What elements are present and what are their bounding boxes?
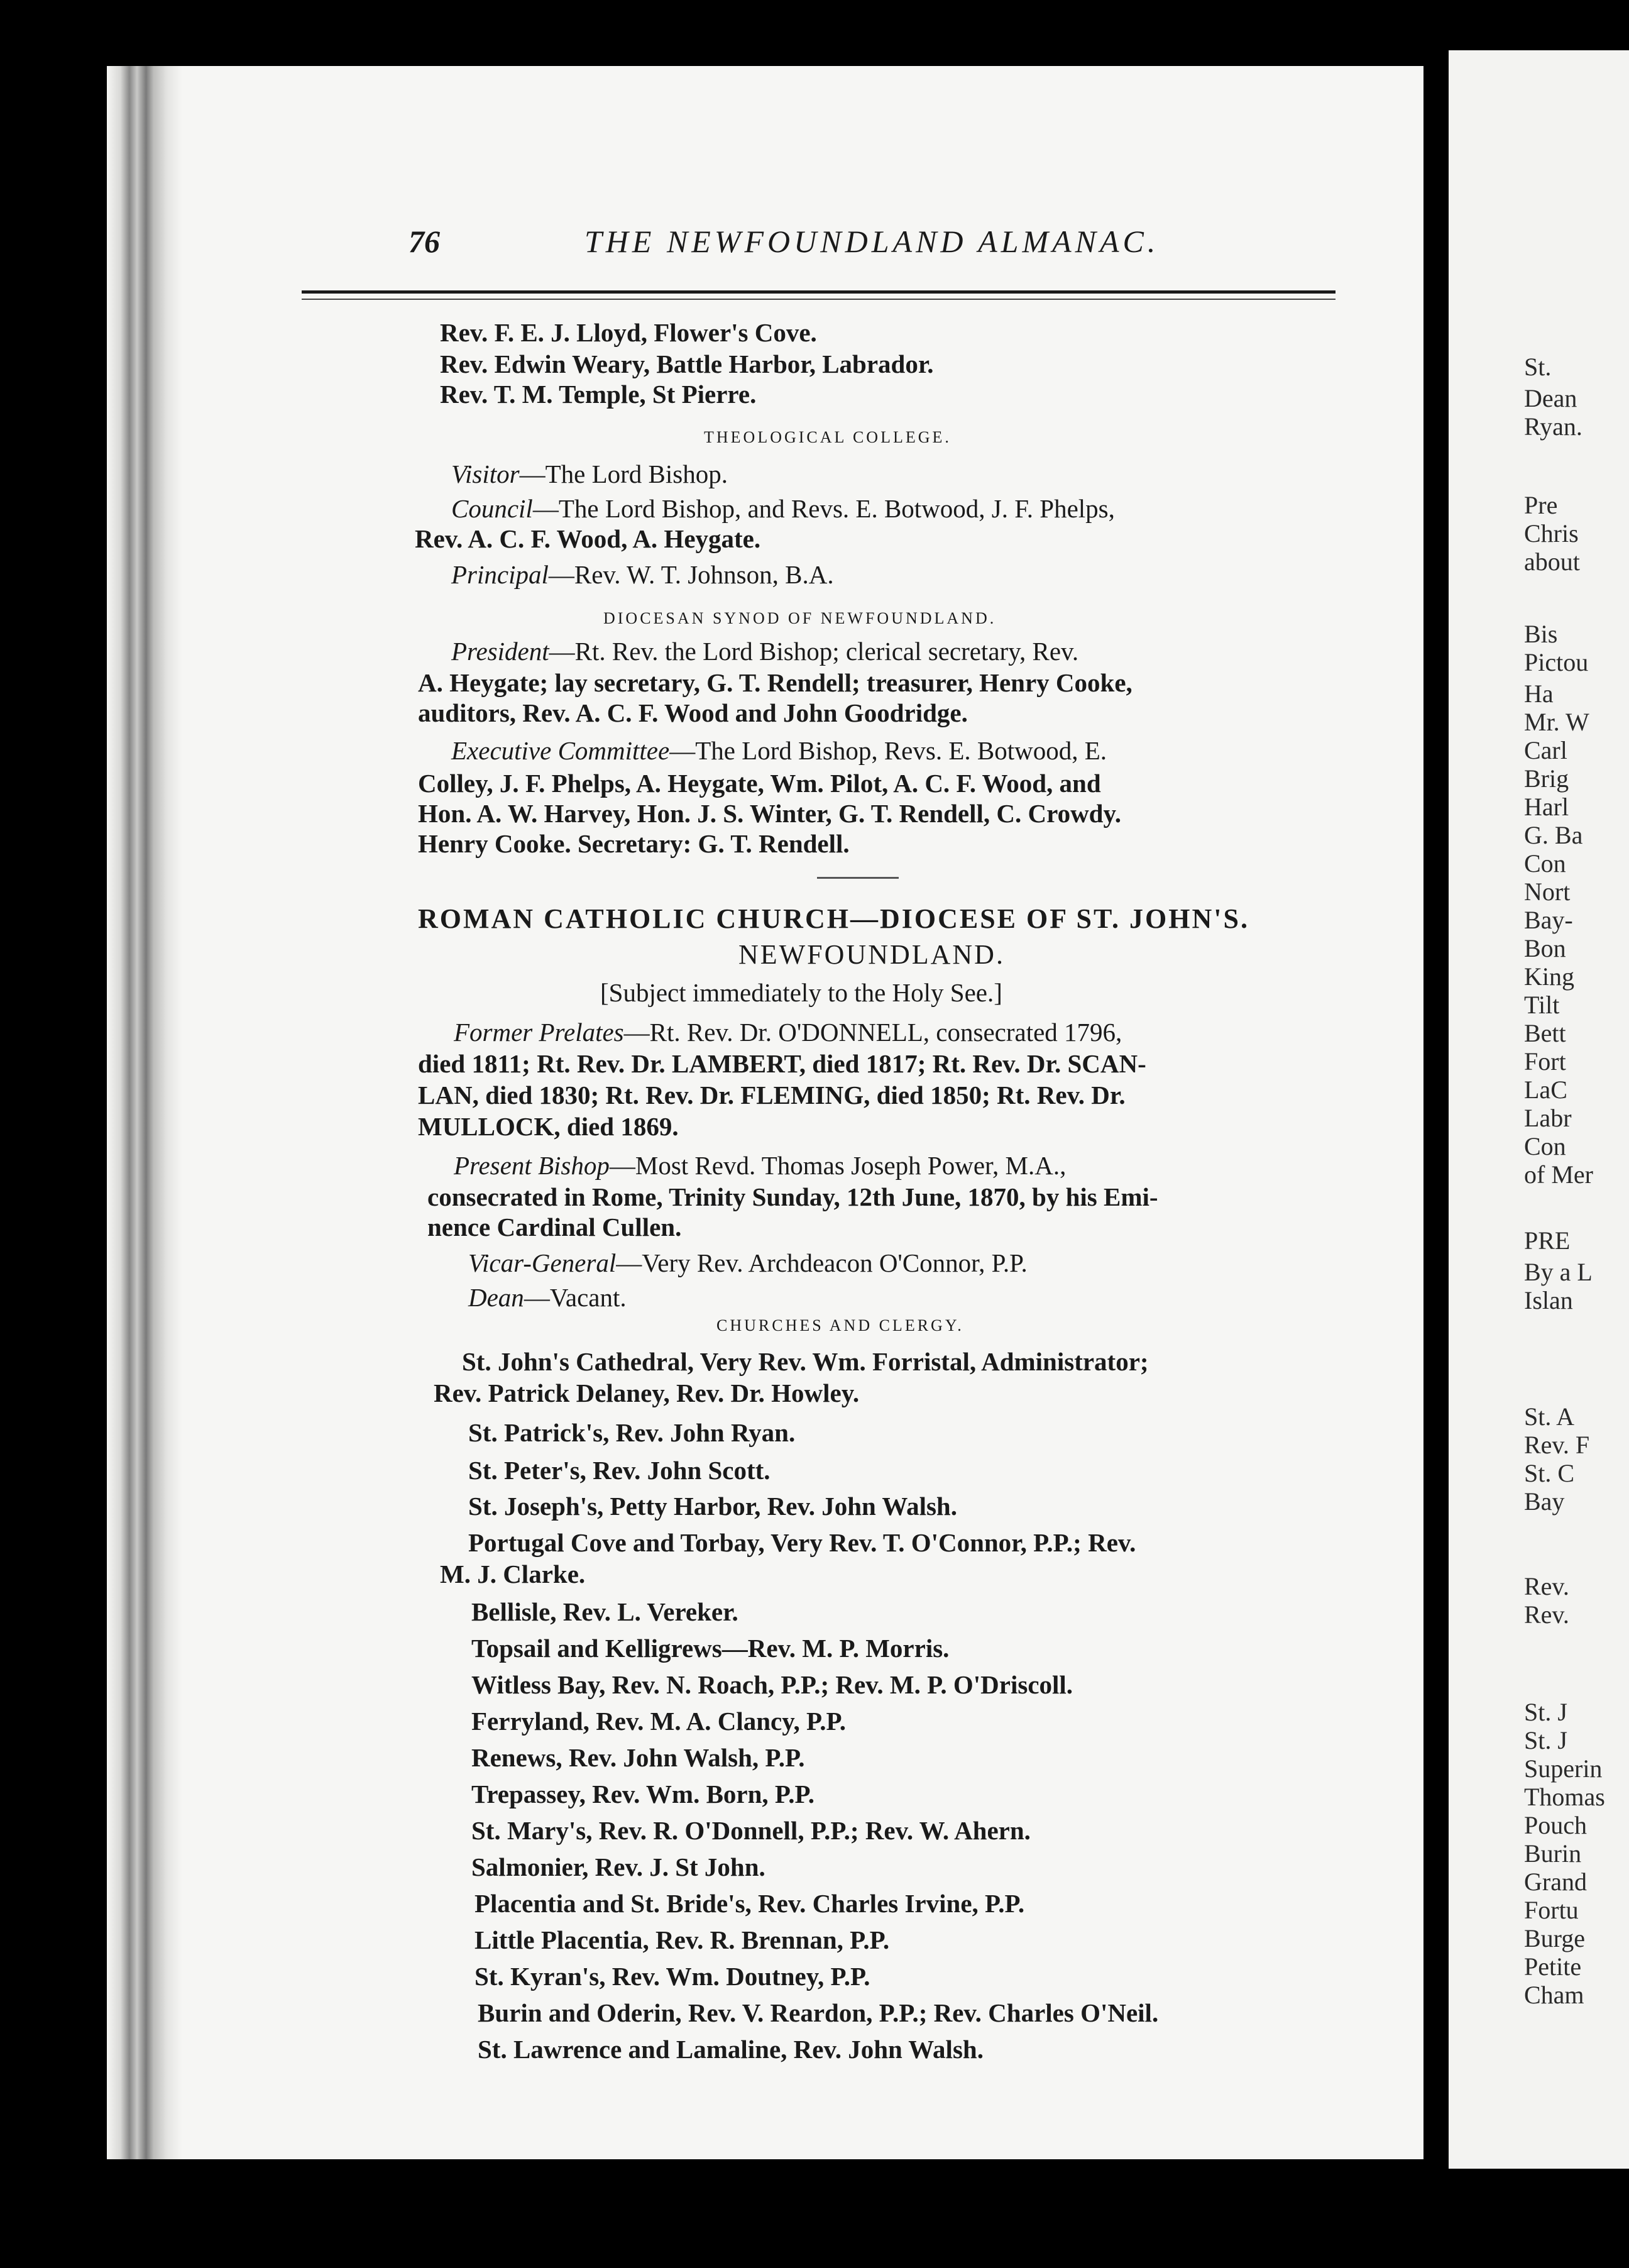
text-line	[451, 735, 1107, 766]
text-line: A. Heygate; lay secretary, G. T. Rendell; treasurer, Henry Cooke,	[418, 668, 1133, 697]
right-page-fragment: G. Ba	[1524, 821, 1583, 849]
text-line: Rev. A. C. F. Wood, A. Heygate.	[415, 524, 761, 553]
text-line-part: Executive Committee	[451, 736, 670, 765]
right-page-fragment: Ha	[1524, 680, 1554, 708]
right-page-fragment: St.	[1524, 353, 1552, 381]
right-page-fragment: St. J	[1524, 1726, 1567, 1754]
right-page-fragment: of Mer	[1524, 1160, 1593, 1189]
text-line	[468, 1282, 627, 1313]
church-entry: Bellisle, Rev. L. Vereker.	[471, 1597, 738, 1626]
church-entry: M. J. Clarke.	[440, 1560, 586, 1588]
text-line-part: —Rev. W. T. Johnson, B.A.	[548, 560, 834, 589]
section-title: ROMAN CATHOLIC CHURCH—DIOCESE OF ST. JOHN'S.	[418, 903, 1249, 934]
right-page-fragment: Grand	[1524, 1868, 1587, 1896]
right-page-fragment: Pictou	[1524, 648, 1589, 676]
right-page-fragment: Thomas	[1524, 1783, 1605, 1811]
right-page-fragment: Labr	[1524, 1104, 1572, 1132]
text-line-part: —Very Rev. Archdeacon O'Connor, P.P.	[616, 1248, 1028, 1277]
church-entry: St. Peter's, Rev. John Scott.	[468, 1456, 771, 1485]
text-line: died 1811; Rt. Rev. Dr. LAMBERT, died 1817; Rt. Rev. Dr. SCAN-	[418, 1049, 1146, 1078]
section-heading: CHURCHES AND CLERGY.	[716, 1316, 964, 1335]
text-line-part: —The Lord Bishop, and Revs. E. Botwood, J. F. Phelps,	[532, 494, 1115, 523]
right-page-fragment: St. C	[1524, 1459, 1575, 1487]
section-heading: DIOCESAN SYNOD OF NEWFOUNDLAND.	[603, 609, 997, 627]
text-line-part: —Vacant.	[524, 1283, 627, 1312]
text-line: Hon. A. W. Harvey, Hon. J. S. Winter, G. T. Rendell, C. Crowdy.	[418, 799, 1121, 828]
text-line-part: —Rt. Rev. Dr. O'DONNELL, consecrated 1796,	[623, 1018, 1122, 1047]
church-entry: St. Lawrence and Lamaline, Rev. John Walsh.	[478, 2035, 984, 2064]
church-entry: Portugal Cove and Torbay, Very Rev. T. O'Connor, P.P.; Rev.	[468, 1528, 1136, 1557]
right-page-fragment: LaC	[1524, 1076, 1567, 1104]
text-line-part: Dean	[468, 1283, 524, 1312]
church-entry: Witless Bay, Rev. N. Roach, P.P.; Rev. M. P. O'Driscoll.	[471, 1670, 1073, 1699]
right-page-fragment: Bay	[1524, 1487, 1565, 1516]
text-line	[454, 1150, 1066, 1181]
text-line	[454, 1017, 1122, 1047]
text-line-part: Former Prelates	[454, 1018, 624, 1047]
running-title: THE NEWFOUNDLAND ALMANAC.	[584, 224, 1160, 259]
right-page-fragment: St. J	[1524, 1698, 1567, 1726]
header-rule	[302, 290, 1336, 294]
church-entry: Burin and Oderin, Rev. V. Reardon, P.P.; Rev. Charles O'Neil.	[478, 1998, 1159, 2027]
text-line	[451, 493, 1115, 524]
church-entry: St. Mary's, Rev. R. O'Donnell, P.P.; Rev. W. Ahern.	[471, 1816, 1031, 1845]
right-page-fragment: about	[1524, 548, 1580, 576]
header-rule-thin	[302, 299, 1336, 300]
text-line-part: Vicar-General	[468, 1248, 617, 1277]
text-line: auditors, Rev. A. C. F. Wood and John Goodridge.	[418, 698, 968, 727]
right-page-fragment: Carl	[1524, 736, 1567, 764]
section-title: NEWFOUNDLAND.	[738, 939, 1005, 970]
text-line	[451, 559, 834, 590]
right-page-fragment: Chris	[1524, 519, 1579, 548]
right-page-fragment: St. A	[1524, 1402, 1575, 1431]
text-line-part: —Rt. Rev. the Lord Bishop; clerical secretary, Rev.	[549, 637, 1079, 666]
right-page-fragment: Tilt	[1524, 991, 1560, 1019]
right-page-fragment: King	[1524, 962, 1574, 991]
right-page-fragment: Pouch	[1524, 1811, 1587, 1839]
text-line: MULLOCK, died 1869.	[418, 1112, 679, 1141]
text-line-part: Council	[451, 494, 533, 523]
right-page-fragment: Burin	[1524, 1839, 1582, 1868]
right-page-fragment: Mr. W	[1524, 708, 1589, 736]
church-entry: Renews, Rev. John Walsh, P.P.	[471, 1743, 805, 1772]
text-line: Rev. F. E. J. Lloyd, Flower's Cove.	[440, 318, 817, 347]
church-entry: St. Patrick's, Rev. John Ryan.	[468, 1418, 796, 1447]
page-number: 76	[409, 224, 440, 259]
text-line-part: Visitor	[451, 460, 520, 488]
right-page-fragment: Petite	[1524, 1952, 1582, 1981]
text-line-part: —The Lord Bishop, Revs. E. Botwood, E.	[669, 736, 1107, 765]
right-page-fragment: Islan	[1524, 1286, 1573, 1314]
right-page-fragment: Cham	[1524, 1981, 1584, 2009]
right-page-fragment: Rev. F	[1524, 1431, 1590, 1459]
right-page-fragment: Con	[1524, 1132, 1566, 1160]
right-page-fragment: Bon	[1524, 934, 1566, 962]
right-page-fragment: By a L	[1524, 1258, 1593, 1286]
right-page-fragment: Harl	[1524, 793, 1569, 821]
right-page-fragment: Bay-	[1524, 906, 1573, 934]
church-entry: Salmonier, Rev. J. St John.	[471, 1852, 765, 1881]
right-page-fragment: Pre	[1524, 491, 1558, 519]
text-line: nence Cardinal Cullen.	[427, 1213, 682, 1241]
text-line: [Subject immediately to the Holy See.]	[600, 978, 1002, 1007]
church-entry: Little Placentia, Rev. R. Brennan, P.P.	[474, 1925, 890, 1954]
page-header	[302, 223, 1314, 273]
right-page-fragment: Nort	[1524, 878, 1571, 906]
section-heading: THEOLOGICAL COLLEGE.	[704, 428, 952, 446]
church-entry: St. Kyran's, Rev. Wm. Doutney, P.P.	[474, 1962, 870, 1991]
right-page-fragment: Burge	[1524, 1924, 1586, 1952]
text-line-part: Present Bishop	[454, 1151, 610, 1180]
text-line	[451, 636, 1078, 666]
text-line: Visitor—The Lord Bishop.	[451, 460, 728, 488]
church-entry: St. John's Cathedral, Very Rev. Wm. Forristal, Administrator;	[462, 1347, 1149, 1376]
right-page-fragment: Bett	[1524, 1019, 1566, 1047]
text-line: Rev. T. M. Temple, St Pierre.	[440, 380, 757, 409]
right-page-fragment: Rev.	[1524, 1600, 1569, 1629]
text-line-part: President	[451, 637, 549, 666]
book-page-right-fragment	[1449, 50, 1629, 2169]
church-entry: St. Joseph's, Petty Harbor, Rev. John Walsh.	[468, 1492, 957, 1521]
text-line: Colley, J. F. Phelps, A. Heygate, Wm. Pilot, A. C. F. Wood, and	[418, 769, 1101, 798]
right-page-fragment: Brig	[1524, 764, 1569, 793]
right-page-fragment: Ryan.	[1524, 412, 1582, 441]
text-line	[468, 1248, 1028, 1278]
page-binding-shadow	[107, 66, 182, 2159]
right-page-fragment: Con	[1524, 849, 1566, 878]
text-line: consecrated in Rome, Trinity Sunday, 12th June, 1870, by his Emi-	[427, 1182, 1158, 1211]
church-entry: Ferryland, Rev. M. A. Clancy, P.P.	[471, 1707, 847, 1736]
right-page-fragment: Bis	[1524, 620, 1558, 648]
text-line: Rev. Edwin Weary, Battle Harbor, Labrador.	[440, 350, 934, 378]
right-page-fragment: Dean	[1524, 384, 1577, 412]
right-page-fragment: Fortu	[1524, 1896, 1579, 1924]
church-entry: Placentia and St. Bride's, Rev. Charles Irvine, P.P.	[474, 1889, 1025, 1918]
section-divider	[817, 877, 899, 879]
text-line-part: Principal	[451, 560, 549, 589]
text-line-part: —Most Revd. Thomas Joseph Power, M.A.,	[609, 1151, 1067, 1180]
right-page-fragment: Rev.	[1524, 1572, 1569, 1600]
right-page-fragment: Superin	[1524, 1754, 1603, 1783]
text-line: LAN, died 1830; Rt. Rev. Dr. FLEMING, died 1850; Rt. Rev. Dr.	[418, 1081, 1126, 1109]
text-line: Henry Cooke. Secretary: G. T. Rendell.	[418, 829, 850, 858]
church-entry: Trepassey, Rev. Wm. Born, P.P.	[471, 1780, 814, 1808]
right-page-fragment: Fort	[1524, 1047, 1566, 1076]
church-entry: Rev. Patrick Delaney, Rev. Dr. Howley.	[434, 1379, 860, 1407]
right-page-fragment: PRE	[1524, 1226, 1571, 1255]
church-entry: Topsail and Kelligrews—Rev. M. P. Morris.	[471, 1634, 950, 1663]
